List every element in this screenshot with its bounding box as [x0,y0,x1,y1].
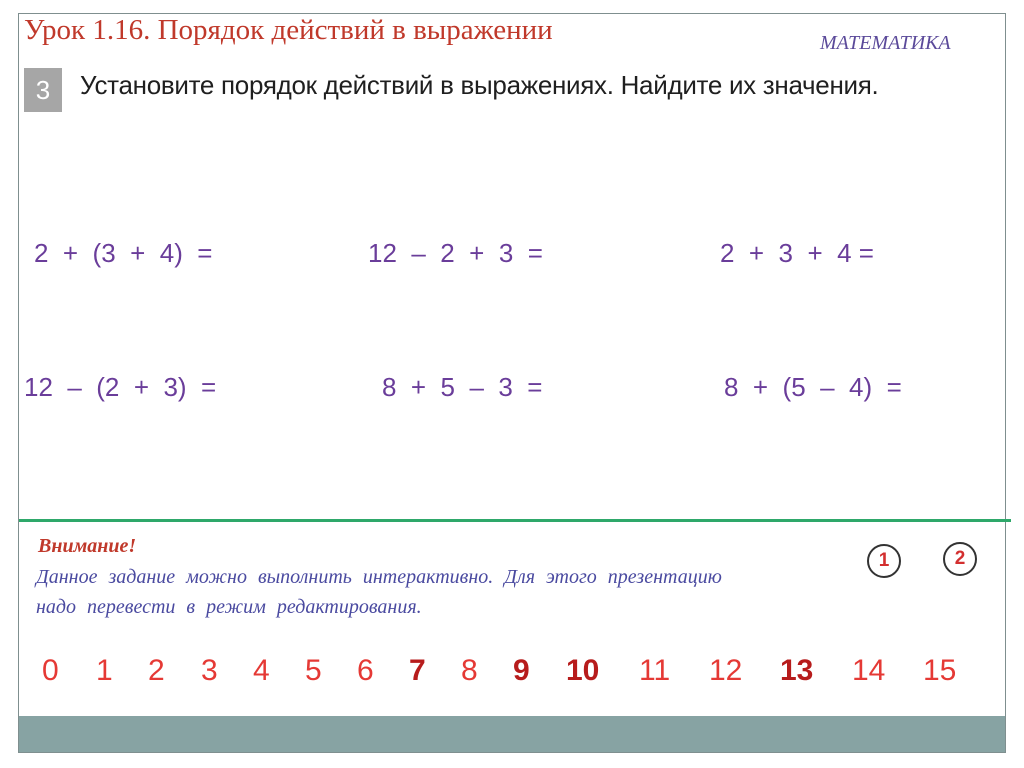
number-2[interactable]: 2 [148,654,165,687]
number-0[interactable]: 0 [42,654,59,687]
expression-1: 2 + (3 + 4) = [34,238,213,268]
expression-6: 8 + (5 – 4) = [724,372,902,402]
lesson-title: Урок 1.16. Порядок действий в выражении [24,14,553,46]
attention-title: Внимание! [38,535,137,557]
expression-3: 2 + 3 + 4 = [720,238,874,268]
number-11[interactable]: 11 [639,654,671,687]
subject-label: МАТЕМАТИКА [820,32,951,54]
expression-4: 12 – (2 + 3) = [24,372,217,402]
number-12[interactable]: 12 [709,654,743,687]
divider-line [19,519,1011,522]
task-number-badge: 3 [24,68,62,112]
number-6[interactable]: 6 [357,654,374,687]
number-9[interactable]: 9 [513,654,530,687]
step-1-button[interactable]: 1 [867,544,901,578]
number-3[interactable]: 3 [201,654,218,687]
number-1[interactable]: 1 [96,654,113,687]
number-4[interactable]: 4 [253,654,270,687]
number-13[interactable]: 13 [780,654,814,687]
number-5[interactable]: 5 [305,654,322,687]
expression-5: 8 + 5 – 3 = [382,372,543,402]
number-10[interactable]: 10 [566,654,600,687]
task-instruction: Установите порядок действий в выражениях. Найдите их значения. [80,70,879,100]
step-2-button[interactable]: 2 [943,542,977,576]
footer-bar [19,716,1005,752]
attention-text: Данное задание можно выполнить интерактивно. Для этого презентацию надо перевести в режим редактирования. [36,566,722,618]
number-15[interactable]: 15 [923,654,957,687]
expression-2: 12 – 2 + 3 = [368,238,543,268]
number-7[interactable]: 7 [409,654,426,687]
number-8[interactable]: 8 [461,654,478,687]
number-14[interactable]: 14 [852,654,886,687]
